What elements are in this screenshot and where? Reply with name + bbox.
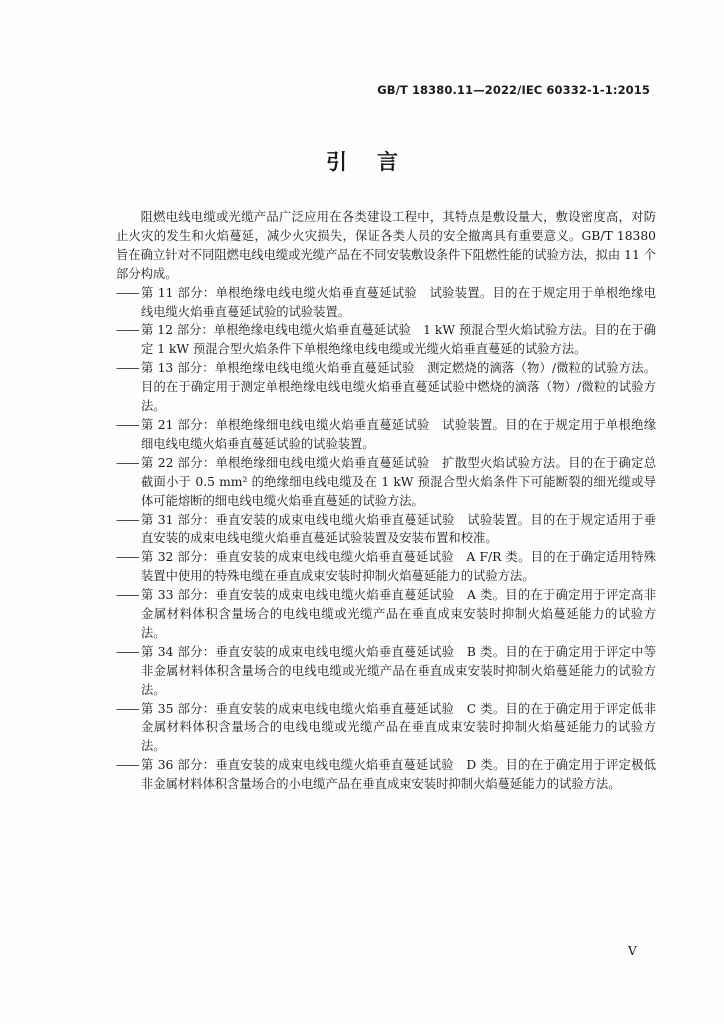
- part-description: 第 13 部分：单根绝缘电线电缆火焰垂直蔓延试验 测定燃烧的滴落（物）/微粒的试验方法。目的在于确定用于测定单根绝缘电线电缆火焰垂直蔓延试验中燃烧的滴落（物）/微粒的试验方法。: [141, 361, 656, 414]
- em-dash-marker: ——: [116, 323, 139, 338]
- em-dash-marker: ——: [116, 512, 139, 527]
- part-list-item: [116, 643, 656, 700]
- part-list-item: [116, 416, 656, 454]
- document-body: [116, 208, 656, 794]
- em-dash-marker: ——: [116, 361, 139, 376]
- intro-paragraph: 阻燃电线电缆或光缆产品广泛应用在各类建设工程中，其特点是敷设量大，敷设密度高，对防止火灾的发生和火焰蔓延，减少火灾损失，保证各类人员的安全撤离具有重要意义。GB/T 18380 旨在确立针对不同阻燃电线电缆或光缆产品在不同安装敷设条件下阻燃性能的试验方法，拟由 11 个部分构成。: [116, 210, 656, 281]
- part-list-item: [116, 586, 656, 643]
- part-description: 第 31 部分：垂直安装的成束电线电缆火焰垂直蔓延试验 试验装置。目的在于规定适用于垂直安装的成束电线电缆火焰垂直蔓延试验装置及安装布置和校准。: [141, 512, 656, 546]
- page-number: V: [628, 944, 637, 958]
- part-list-item: [116, 548, 656, 586]
- part-description: 第 33 部分：垂直安装的成束电线电缆火焰垂直蔓延试验 A 类。目的在于确定用于评定高非金属材料体积含量场合的电线电缆或光缆产品在垂直成束安装时抑制火焰蔓延能力的试验方法。: [141, 588, 656, 640]
- em-dash-marker: ——: [116, 758, 139, 773]
- em-dash-marker: ——: [116, 701, 139, 716]
- part-list-item: [116, 454, 656, 511]
- part-list-item: [116, 284, 656, 322]
- part-list-item: [116, 511, 656, 549]
- part-description: 第 34 部分：垂直安装的成束电线电缆火焰垂直蔓延试验 B 类。目的在于确定用于评定中等非金属材料体积含量场合的电线电缆或光缆产品在垂直成束安装时抑制火焰蔓延能力的试验方法。: [141, 644, 656, 697]
- part-description: 第 11 部分：单根绝缘电线电缆火焰垂直蔓延试验 试验装置。目的在于规定用于单根绝缘电线电缆火焰垂直蔓延试验的试验装置。: [141, 285, 656, 319]
- part-description: 第 22 部分：单根绝缘细电线电缆火焰垂直蔓延试验 扩散型火焰试验方法。目的在于确定总截面小于 0.5 mm² 的绝缘细电线电缆及在 1 kW 预混合型火焰条件下可能断裂的细光缆或导体可能熔断的细电线电缆火焰垂直蔓延的试验方法。: [141, 455, 656, 508]
- em-dash-marker: ——: [116, 285, 139, 300]
- part-list-item: [116, 321, 656, 359]
- em-dash-marker: ——: [116, 644, 139, 659]
- part-description: 第 21 部分：单根绝缘细电线电缆火焰垂直蔓延试验 试验装置。目的在于规定用于单根绝缘细电线电缆火焰垂直蔓延试验的试验装置。: [141, 417, 656, 451]
- em-dash-marker: ——: [116, 550, 139, 565]
- part-list-item: [116, 756, 656, 794]
- em-dash-marker: ——: [116, 588, 139, 603]
- em-dash-marker: ——: [116, 417, 139, 432]
- part-list-item: [116, 359, 656, 416]
- part-description: 第 32 部分：垂直安装的成束电线电缆火焰垂直蔓延试验 A F/R 类。目的在于确定适用特殊装置中使用的特殊电缆在垂直成束安装时抑制火焰蔓延能力的试验方法。: [141, 550, 656, 584]
- part-description: 第 35 部分：垂直安装的成束电线电缆火焰垂直蔓延试验 C 类。目的在于确定用于评定低非金属材料体积含量场合的电线电缆或光缆产品在垂直成束安装时抑制火焰蔓延能力的试验方法。: [141, 701, 656, 754]
- part-description: 第 36 部分：垂直安装的成束电线电缆火焰垂直蔓延试验 D 类。目的在于确定用于评定极低非金属材料体积含量场合的小电缆产品在垂直成束安装时抑制火焰蔓延能力的试验方法。: [141, 758, 656, 792]
- part-list-item: [116, 700, 656, 757]
- page-title: 引言: [326, 150, 428, 174]
- standard-number-header: GB/T 18380.11—2022/IEC 60332-1-1:2015: [377, 83, 650, 97]
- part-description: 第 12 部分：单根绝缘电线电缆火焰垂直蔓延试验 1 kW 预混合型火焰试验方法。目的在于确定 1 kW 预混合型火焰条件下单根绝缘电线电缆或光缆火焰垂直蔓延的试验方法。: [141, 323, 656, 357]
- em-dash-marker: ——: [116, 455, 139, 470]
- parts-list: [116, 284, 656, 794]
